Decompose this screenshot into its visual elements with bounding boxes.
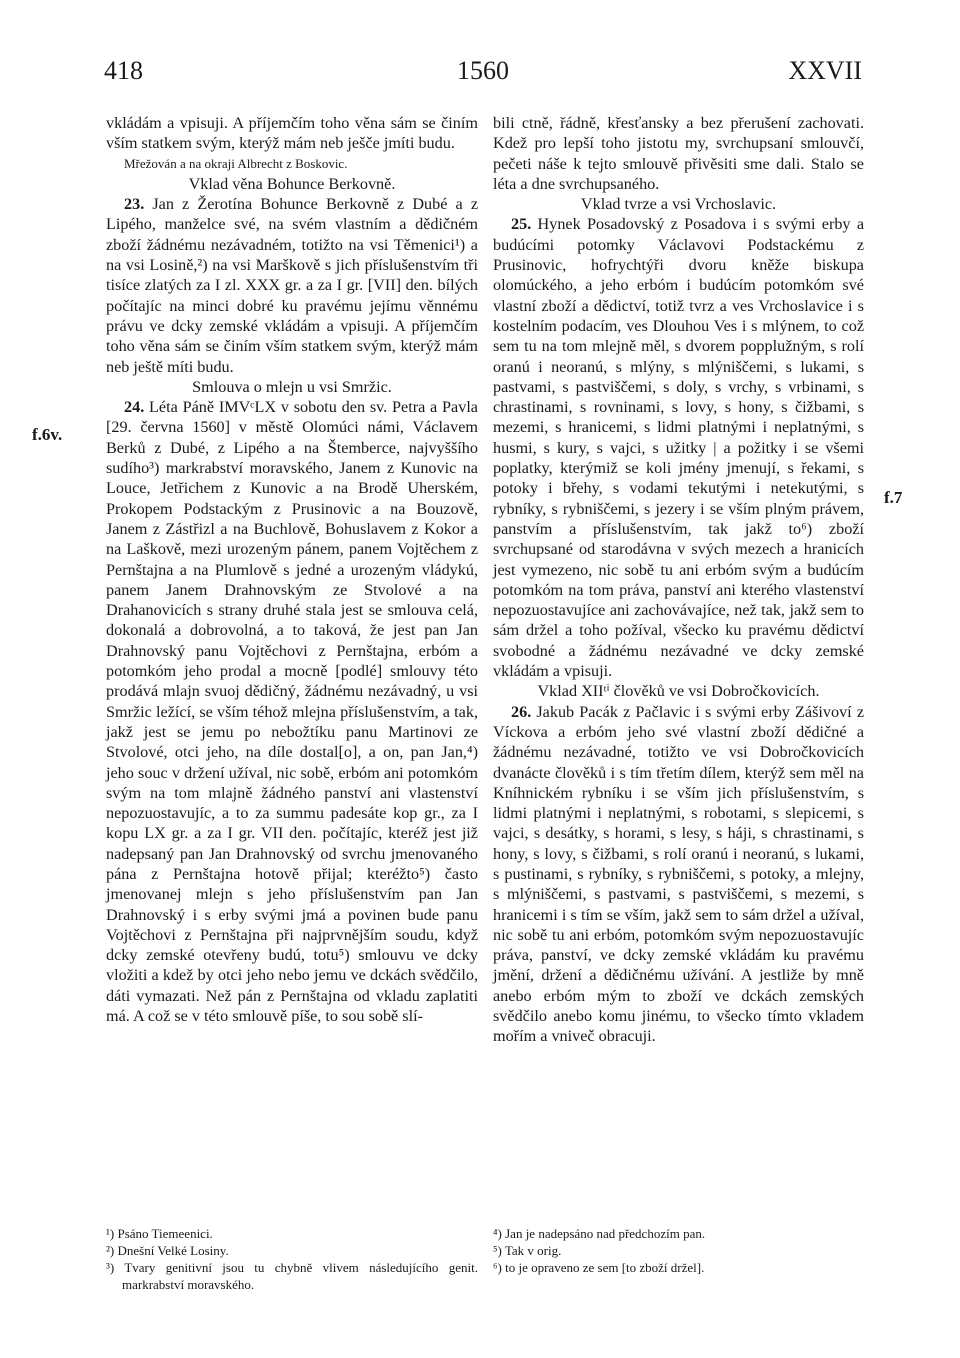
entry-number: 25. (511, 215, 532, 234)
left-column (106, 113, 478, 1026)
footnote: ¹) Psáno Tiemeenici. (106, 1226, 213, 1241)
footnote: ⁶) to je opraveno ze sem [to zboží držel]. (493, 1260, 705, 1275)
entry-text: Jan z Žerotína Bohunce Berkovně z Dubé a z Lipého, manželce své, na svém vlastním a dědičném zboží žádnému nezávadném, totižto na vsi Těmenici¹) a na vsi Losině,²) na vsi Marškově s jich příslušenstvím tři tisíce zlatých za I zl. XXX gr. a za I gr. [VII] den. bílých počítajíc na minci dobré ku pravému jejímu věnnému právu ve dcky zemské vkládám a vpisuji. A příjemčím toho věna sám se činím vším statkem svým, kterýž mám neb ještě míti budu. (106, 195, 479, 376)
entry-number: 26. (511, 702, 532, 721)
entry-23 (106, 194, 478, 377)
entry-26 (493, 702, 864, 1047)
paragraph: bili ctně, řádně, křesťansky a bez přerušení zachovati. Kdež pro lepší toho jistotu my, svrchupsaní smlouvčí, pečeti náše k tejto smlouvě přivěsiti sme dali. Stalo se léta a dne svrchupsaného. (493, 114, 864, 193)
footnote: ³) Tvary genitivní jsou tu chybně vlivem následujícího genit. markrabství moravského. (106, 1260, 478, 1292)
section-heading: Vklad XIIᵗⁱ člověků ve vsi Dobročkovicích. (537, 682, 820, 701)
paragraph: vkládám a vpisuji. A příjemčím toho věna sám se činím vším statkem svým, kterýž mám neb ješče jmíti budu. (106, 114, 478, 153)
entry-25 (493, 214, 864, 681)
right-column (493, 113, 864, 1047)
entry-text: Hynek Posadovský z Posadova i s svými erby a budúcími potomky Václavovi Podstackému z Prusinovic, hofrychtýři dvoru kněže biskupa olomúckého, a jeho erbóm i budúcím potomkóm své vlastní zboží a dědictví, totiž tvrz a ves Vrchoslavice i s kostelním podacím, ves Dlouhou Ves i s mlýnem, to což sem tu na tom mlejně měl, s dvorem popplužným, s rolí oranú i neoranú, s mlýny, s mlýniščemi, s lukami, s pastvami, s pastviščemi, s doly, s vrchy, s vrbinami, s chrastinami, s rovninami, s lovy, s hony, s čižbami, s mezemi, s hranicemi, s lidmi platnými i neplatnými, s husmi, s kury, s vajci, s užitky | a požitky i se všemi poplatky, kterýmiž se koli jmény jmenují, s řekami, s potoky i břehy, s vodami tekutými i netekutými, s rybníky, s rybniščemi, s jezery i se vším plným právem, panstvím a příslušenstvím, tak jakž to⁶) zboží svrchupsané od starodávna v svých mezech a hranicích jest vymezeno, nic sobě tu ani erbóm svým a budúcím potomkóm na tom práva, panství ani kterého vlastenství nepozuostavujíce ani zachovávajíce, než tak, jakž sem to sám držel a toho požíval, všecko ku pravému dědictví svobodné a žádnému nezávadné ve dcky zemské vkládám a vpisuji. (493, 215, 865, 681)
entry-number: 23. (124, 195, 145, 214)
section-heading: Vklad tvrze a vsi Vrchoslavic. (580, 195, 777, 214)
footnotes-left (106, 1225, 478, 1293)
entry-24 (106, 397, 478, 1026)
page-number: 418 (104, 56, 143, 85)
footnote: ⁴) Jan je nadepsáno nad předchozím pan. (493, 1226, 706, 1241)
year-heading: 1560 (457, 56, 509, 85)
page-header (104, 56, 862, 96)
entry-number: 24. (124, 398, 145, 417)
footnote: ²) Dnešní Velké Losiny. (106, 1243, 229, 1258)
volume-number: XXVII (788, 56, 862, 85)
margin-folio-right: f.7 (884, 488, 903, 507)
entry-text: Jakub Pacák z Pačlavic i s svými erby Zášivoví z Víckova a erbóm jeho své vlastní zboží dědičné a žádnému nezávadné, totižto ve vsi Dobročkovicích dvanácte člověků i s tím třetím dílem, kterýž sem měl na Kníhnickém rybníku i se vším jich příslušenstvím, s lidmi platnými i neplatnými, s robotami, s slepicemi, s vajci, s desátky, s horami, s lesy, s háji, s chrastinami, s hony, s lovy, s čižbami, s rolí oranú i neoranú, s lukami, s pustinami, s rybníky, s rybniščemi, s potoky, a mlejny, s mlýniščemi, s pastvami, s pastviščemi, s mezemi, s hranicemi i s tím se vším, jakž sem to sám držel a užíval, nic sobě tu ani erbóm, potomkóm svým nepozuostavujíc práva, panství, ve dcky zemské vkládám ku pravému jmění, držení a dědičnému užívání. A jestliže by mně anebo erbóm mým to zboží ve dckách zemských svědčilo anebo komu jinému, to všecko tímto vkladem mořím a vnivеč obracuji. (493, 702, 864, 1046)
margin-remark: Mřežován a na okraji Albrecht z Boskovic. (124, 155, 348, 171)
section-heading: Smlouva o mlejn u vsi Smržic. (192, 377, 392, 396)
margin-folio-left: f.6v. (32, 425, 63, 444)
footnote: ⁵) Tak v orig. (493, 1243, 562, 1258)
section-heading: Vklad věna Bohunce Berkovně. (188, 174, 396, 193)
entry-text: Léta Páně IMVᶜLX v sobotu den sv. Petra a Pavla [29. června 1560] v městě Olomúci námi, Václavem Berků z Dubé, z Lipého a na Štemberce, najvyššího sudího³) markrabství moravského, Janem z Kunovic na Louce, Jetřichem z Kunovic a na Brodě Uherském, Prokopem Podstackým z Prusinovic a na Bouzově, Janem z Zástřizl a na Buchlově, Bohuslavem z Kokor a na Laškově, mezi urozeným pánem, panem Vojtěchem z Pernštajna a na Plumlově s jedné a urozeným vládykú, panem Janem Drahnovským ze Stvolové a na Drahanovicích s strany druhé stala jest se smlouva celá, dokonalá a dobrovolná, a to taková, že jest pan Jan Drahnovský panu Vojtěchovi z Pernštajna, erbóm a potomkóm jeho prodal a mocně [podlé] smlouvy této prodává mlajn svuoj dědičný, žádnému nezávadný, u vsi Smržic ležící, se vším téhož mlejna příslušenstvím, a tak, jakž jest se jemu po nebožtíku panu Martinovi ze Stvolové, otci jeho, na díle dostal[o], a on, pan Jan,⁴) jeho souc v držení užíval, nic sobě, erbóm ani potomkóm svým na tom mlajně žádného panství ani vlastenství nepozuostavujíc, a to za summu padesáte kop gr., za I kopu LX gr. a za I gr. VII den. počítajíc, kteréž jest již nadepsaný pan Jan Drahnovský od svrchu jmenovaného pána z Pernštajna hotově přijal; kteréžto⁵) často jmenovanej mlejn s jeho příslušenstvím pan Jan Drahnovský i s erby svými jmá a povinen bude panu Vojtěchovi z Pernštajna při najprvnějším soudu, když dcky zemské otevřeny budú, totu⁵) smlouvu ve dcky vložiti a kdež by otci jeho nebo jemu ve dckách svědčilo, dáti vymazati. Než pán z Pernštajna od vkladu zaplatiti má. A což se v této smlouvě píše, to sou sobě slí- (106, 398, 478, 1026)
footnotes-right (493, 1225, 864, 1276)
